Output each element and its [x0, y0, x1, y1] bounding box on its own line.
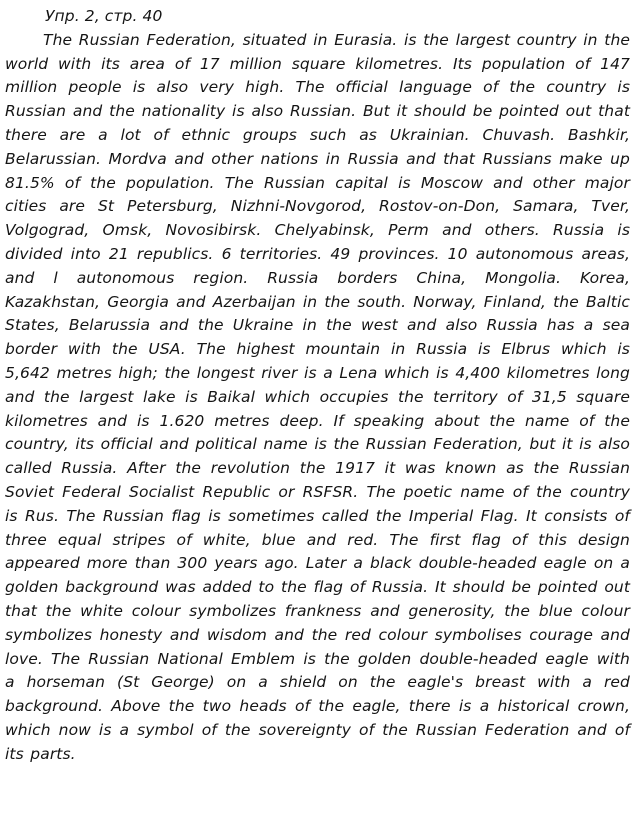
- exercise-heading: Упр. 2, стр. 40: [45, 7, 163, 25]
- essay-paragraph: The Russian Federation, situated in Eurasia. is the largest country in the world with its area of 17 million square kilometres. Its population of 147 million people is also very high. The official language of the country is Russian and the nationality is also Russian. But it should be pointed out that there are a lot of ethnic groups such as Ukrainian. Chuvash. Bashkir, Belarussian. Mordva and other nations in Russia and that Russians make up 81.5% of the population. The Russian capital is Moscow and other major cities are St Petersburg, Nizhni-Novgorod, Rostov-on-Don, Samara, Tver, Volgograd, Omsk, Novosibirsk. Chelyabinsk, Perm and others. Russia is divided into 21 republics. 6 territories. 49 provinces. 10 autonomous areas, and l autonomous region. Russia borders China, Mongolia. Korea, Kazakhstan, Georgia and Azerbaijan in the south. Norway, Finland, the Baltic States, Belarussia and the Ukraine in the west and also Russia has a sea border with the USA. The highest mountain in Russia is Elbrus which is 5,642 metres high; the longest river is a Lena which is 4,400 kilometres long and the largest lake is Baikal which occupies the territory of 31,5 square kilometres and is 1.620 metres deep. If speaking about the name of the country, its official and political name is the Russian Federation, but it is also called Russia. After the revolution the 1917 it was known as the Russian Soviet Federal Socialist Republic or RSFSR. The poetic name of the country is Rus. The Russian flag is sometimes called the Imperial Flag. It consists of three equal stripes of white, blue and red. The first flag of this design appeared more than 300 years ago. Later a black double-headed eagle on a golden background was added to the flag of Russia. It should be pointed out that the white colour symbolizes frankness and generosity, the blue colour symbolizes honesty and wisdom and the red colour symbolises courage and love. The Russian National Emblem is the golden double-headed eagle with a horseman (St George) on a shield on the eagle's breast with a red background. Above the two heads of the eagle, there is a historical crown, which now is a symbol of the sovereignty of the Russian Federation and of its parts.: [5, 30, 630, 763]
